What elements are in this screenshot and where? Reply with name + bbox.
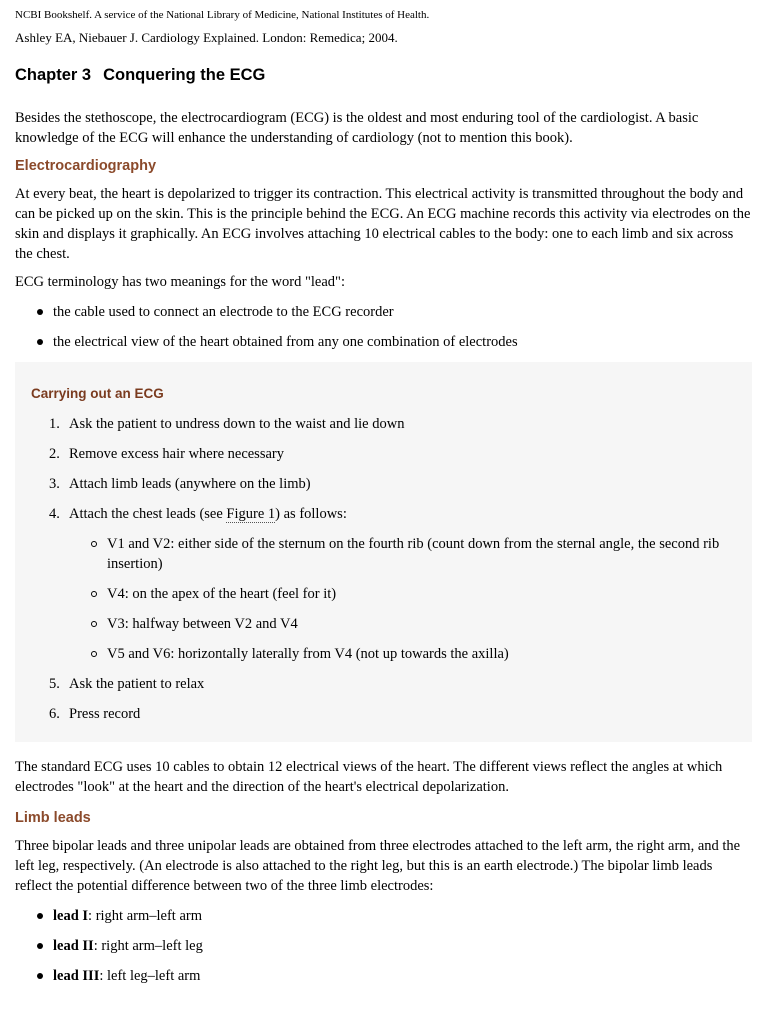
step-number: 2. (49, 446, 60, 462)
electrocardiography-paragraph-2: ECG terminology has two meanings for the word "lead": (15, 274, 345, 290)
list-item: the cable used to connect an electrode to the ECG recorder (37, 302, 752, 322)
procedure-steps-list (31, 414, 736, 724)
electrocardiography-paragraph-1: At every beat, the heart is depolarized to trigger its contraction. This electrical activity is transmitted throughout the body and can be picked up on the skin. This is the principle behind the ECG. An ECG machine records this activity via electrodes on the skin and displays it graphically. An ECG involves attaching 10 electrical cables to the body: one to each limb and six across the chest. (15, 186, 751, 262)
lead-name: lead III (53, 968, 100, 984)
step-item (49, 504, 736, 664)
list-item: the electrical view of the heart obtained from any one combination of electrodes (37, 332, 752, 352)
step-text: Attach limb leads (anywhere on the limb) (69, 476, 311, 492)
step-text: Ask the patient to relax (69, 676, 205, 692)
lead-name: lead I (53, 908, 89, 924)
step-text (69, 506, 347, 523)
intro-paragraph: Besides the stethoscope, the electrocardiogram (ECG) is the oldest and most enduring tool of the cardiologist. A basic knowledge of the ECG will enhance the understanding of cardiology (not to mention this book). (15, 110, 699, 146)
lead-meanings-list (15, 302, 752, 352)
chapter-number: Chapter 3 (15, 66, 92, 84)
list-item (37, 906, 752, 926)
step-item (49, 474, 736, 494)
step-number: 3. (49, 476, 60, 492)
chest-lead-item: V5 and V6: horizontally laterally from V4 (not up towards the axilla) (91, 644, 736, 664)
box-heading: Carrying out an ECG (31, 386, 164, 401)
lead-desc: : right arm–left arm (88, 908, 202, 924)
lead-desc: : left leg–left arm (99, 968, 201, 984)
step-item (49, 704, 736, 724)
standard-ecg-paragraph: The standard ECG uses 10 cables to obtain 12 electrical views of the heart. The different views reflect the angles at which electrodes "look" at the heart and the direction of the heart's electrical depolarization. (15, 759, 723, 795)
lead-name: lead II (53, 938, 94, 954)
limb-leads-paragraph: Three bipolar leads and three unipolar leads are obtained from three electrodes attached to the left arm, the right arm, and the left leg, respectively. (An electrode is also attached to the right leg, but this is an earth electrode.) The bipolar limb leads reflect the potential difference between two of the three limb electrodes: (15, 838, 741, 894)
chapter-title (15, 64, 752, 86)
bipolar-leads-list (15, 906, 752, 986)
list-item (37, 936, 752, 956)
chest-lead-item: V4: on the apex of the heart (feel for it) (91, 584, 736, 604)
step-text-before: Attach the chest leads (see (69, 506, 227, 522)
step-item (49, 674, 736, 694)
step-text-after: ) as follows: (275, 506, 347, 522)
chest-leads-list (69, 534, 736, 664)
step-text: Ask the patient to undress down to the waist and lie down (69, 416, 405, 432)
list-item (37, 966, 752, 986)
section-heading-electrocardiography: Electrocardiography (15, 158, 157, 174)
figure-1-link[interactable]: Figure 1 (226, 506, 276, 522)
step-item (49, 414, 736, 434)
chest-lead-item: V1 and V2: either side of the sternum on the fourth rib (count down from the sternal angle, the second rib insertion) (91, 534, 736, 574)
step-number: 5. (49, 676, 60, 692)
citation: Ashley EA, Niebauer J. Cardiology Explained. London: Remedica; 2004. (15, 30, 398, 45)
step-text: Press record (69, 706, 141, 722)
chest-lead-item: V3: halfway between V2 and V4 (91, 614, 736, 634)
section-heading-limb-leads: Limb leads (15, 810, 91, 826)
ncbi-header: NCBI Bookshelf. A service of the National Library of Medicine, National Institutes of Health. (15, 9, 430, 21)
step-text: Remove excess hair where necessary (69, 446, 284, 462)
step-item (49, 444, 736, 464)
lead-desc: : right arm–left leg (93, 938, 203, 954)
chapter-name: Conquering the ECG (103, 66, 266, 84)
ecg-procedure-box (15, 362, 752, 742)
step-number: 4. (49, 506, 60, 522)
step-number: 6. (49, 706, 60, 722)
step-number: 1. (49, 416, 60, 432)
